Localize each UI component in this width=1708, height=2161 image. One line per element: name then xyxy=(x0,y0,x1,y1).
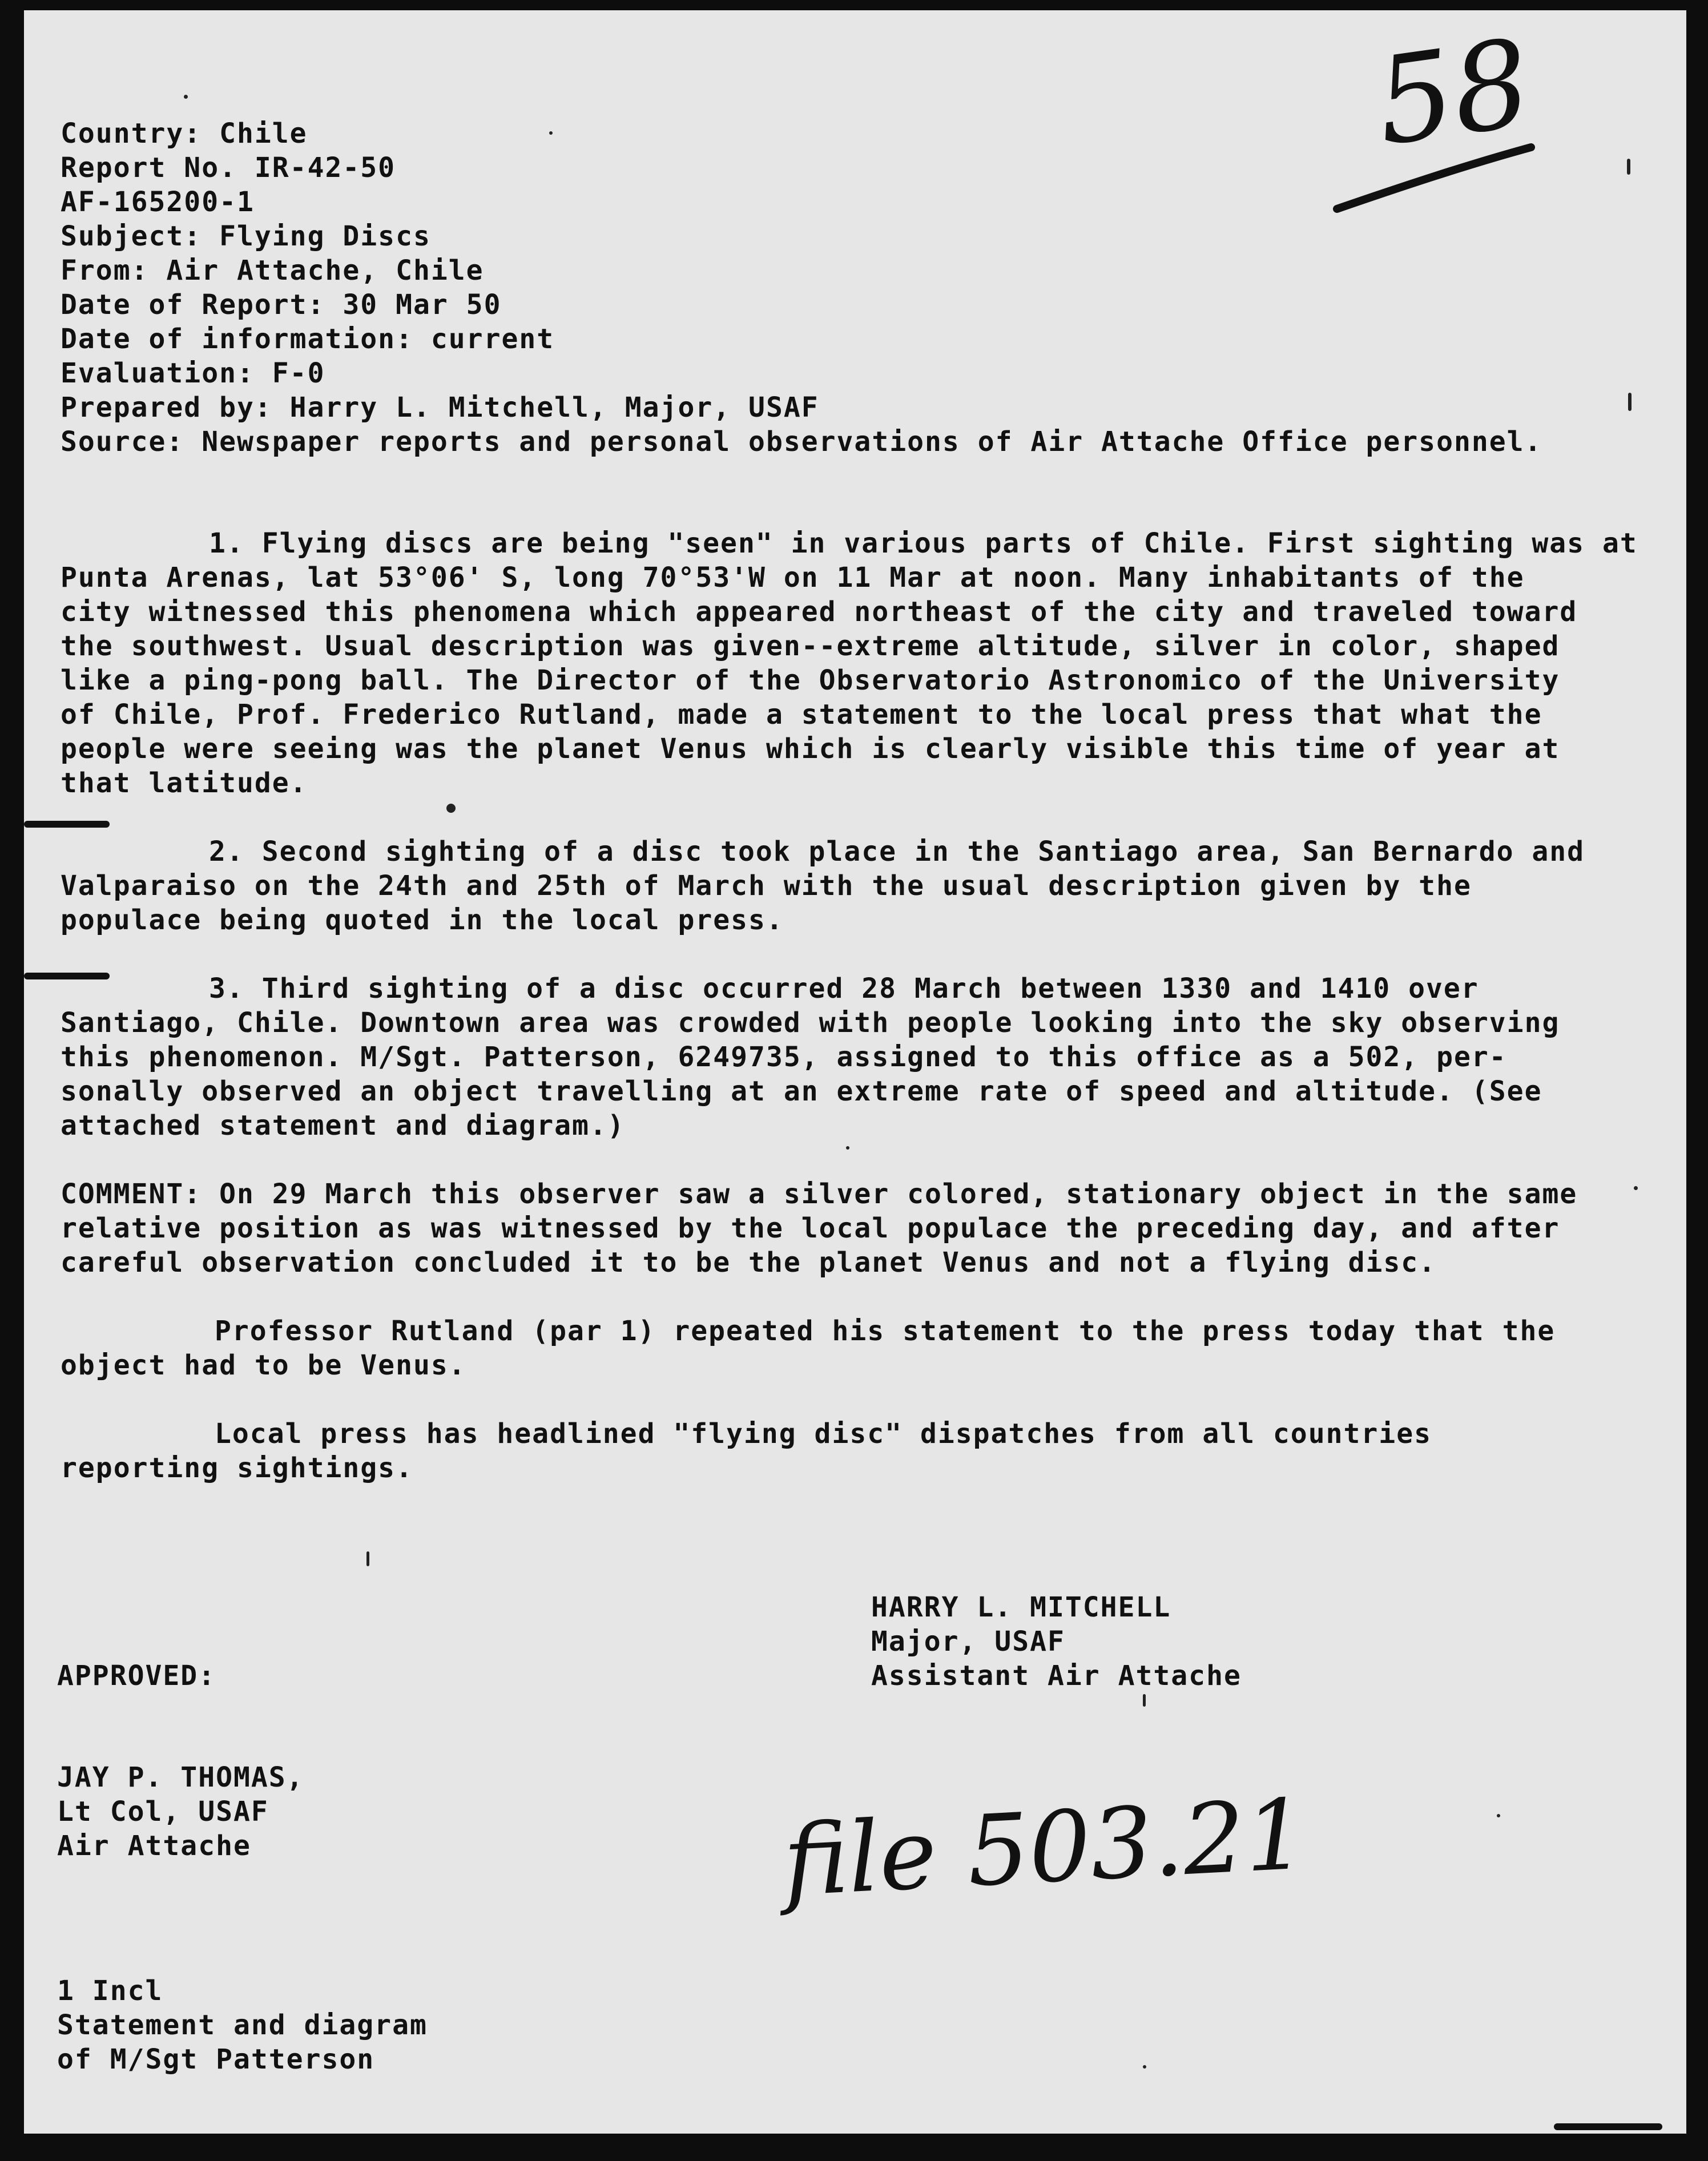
paragraph-1 xyxy=(61,526,1647,800)
paragraph-1-line: of Chile, Prof. Frederico Rutland, made a statement to the local press that what the xyxy=(61,699,1542,731)
inclosure-count: 1 Incl xyxy=(57,1975,163,2007)
paragraph-1-line: people were seeing was the planet Venus which is clearly visible this time of year at xyxy=(61,733,1560,765)
approved-label: APPROVED: xyxy=(57,1660,216,1692)
inclosure-block xyxy=(57,1974,428,2077)
signer-title: Assistant Air Attache xyxy=(871,1660,1242,1692)
scan-speck xyxy=(366,1551,369,1566)
report-header xyxy=(61,116,1542,459)
signer-rank: Major, USAF xyxy=(871,1626,1065,1658)
from-line: From: Air Attache, Chile xyxy=(61,255,484,287)
paragraph-2 xyxy=(61,834,1647,937)
paragraph-rutland-line: object had to be Venus. xyxy=(61,1349,466,1381)
evaluation-line: Evaluation: F-0 xyxy=(61,357,325,389)
scan-speck xyxy=(1143,1694,1146,1707)
margin-mark-paragraph-2 xyxy=(24,821,110,828)
af-number-line: AF-165200-1 xyxy=(61,186,255,218)
paragraph-local-press-line: reporting sightings. xyxy=(61,1452,413,1484)
approver-title: Air Attache xyxy=(57,1830,251,1862)
handwritten-file-note: file 503.21 xyxy=(780,1778,1310,1918)
scan-speck xyxy=(549,131,553,135)
paragraph-1-line: that latitude. xyxy=(61,767,308,799)
paragraph-3-line: this phenomenon. M/Sgt. Patterson, 6249735, assigned to this office as a 502, per- xyxy=(61,1041,1507,1073)
paragraph-2-line: populace being quoted in the local press. xyxy=(61,904,784,936)
approver-rank: Lt Col, USAF xyxy=(57,1796,269,1828)
paragraph-3-line: sonally observed an object travelling at an extreme rate of speed and altitude. (See xyxy=(61,1075,1542,1107)
paragraph-2-line: 2. Second sighting of a disc took place in the Santiago area, San Bernardo and xyxy=(209,836,1585,868)
comment-line: COMMENT: On 29 March this observer saw a silver colored, stationary object in the same xyxy=(61,1178,1578,1210)
paragraph-local-press-line: Local press has headlined "flying disc" dispatches from all countries xyxy=(215,1418,1432,1450)
scan-speck xyxy=(846,1146,849,1150)
approver-block xyxy=(57,1760,304,1863)
document-page xyxy=(24,10,1686,2134)
report-number-line: Report No. IR-42-50 xyxy=(61,152,396,184)
date-of-information-line: Date of information: current xyxy=(61,323,555,355)
comment-paragraph xyxy=(61,1177,1647,1280)
scan-speck xyxy=(1143,2065,1146,2069)
paragraph-local-press xyxy=(61,1417,1647,1485)
paragraph-3-line: attached statement and diagram.) xyxy=(61,1110,625,1142)
paragraph-1-line: 1. Flying discs are being "seen" in various parts of Chile. First sighting was at xyxy=(209,527,1638,559)
paragraph-3 xyxy=(61,971,1647,1143)
scan-speck xyxy=(446,804,456,813)
paragraph-1-line: the southwest. Usual description was given--extreme altitude, silver in color, shaped xyxy=(61,630,1560,662)
comment-line: relative position as was witnessed by the local populace the preceding day, and after xyxy=(61,1212,1560,1244)
inclosure-description: of M/Sgt Patterson xyxy=(57,2043,375,2075)
scan-speck xyxy=(1634,1186,1638,1190)
paragraph-1-line: city witnessed this phenomena which appeared northeast of the city and traveled toward xyxy=(61,596,1578,628)
paragraph-2-line: Valparaiso on the 24th and 25th of March with the usual description given by the xyxy=(61,870,1472,902)
paragraph-3-line: 3. Third sighting of a disc occurred 28 March between 1330 and 1410 over xyxy=(209,973,1479,1005)
paragraph-1-line: like a ping-pong ball. The Director of the Observatorio Astronomico of the University xyxy=(61,664,1560,696)
country-line: Country: Chile xyxy=(61,118,308,150)
handwritten-page-number: 58 xyxy=(1368,13,1538,173)
scan-speck xyxy=(1628,393,1632,411)
signature-block xyxy=(871,1590,1242,1693)
margin-mark-paragraph-3 xyxy=(24,973,110,979)
prepared-by-line: Prepared by: Harry L. Mitchell, Major, USAF xyxy=(61,392,819,424)
subject-line: Subject: Flying Discs xyxy=(61,220,431,252)
inclosure-description: Statement and diagram xyxy=(57,2009,428,2041)
scan-speck xyxy=(1627,159,1630,175)
approver-name: JAY P. THOMAS, xyxy=(57,1761,304,1793)
paragraph-3-line: Santiago, Chile. Downtown area was crowded with people looking into the sky observing xyxy=(61,1007,1560,1039)
scan-speck xyxy=(184,95,188,99)
paragraph-1-line: Punta Arenas, lat 53°06' S, long 70°53'W on 11 Mar at noon. Many inhabitants of the xyxy=(61,562,1525,594)
paragraph-rutland xyxy=(61,1314,1647,1382)
paragraph-rutland-line: Professor Rutland (par 1) repeated his statement to the press today that the xyxy=(215,1315,1556,1347)
signer-name: HARRY L. MITCHELL xyxy=(871,1591,1171,1623)
comment-line: careful observation concluded it to be the planet Venus and not a flying disc. xyxy=(61,1247,1437,1279)
scan-speck xyxy=(1497,1814,1500,1817)
source-line: Source: Newspaper reports and personal observations of Air Attache Office personnel. xyxy=(61,426,1542,458)
margin-mark-bottom xyxy=(1554,2123,1662,2130)
date-of-report-line: Date of Report: 30 Mar 50 xyxy=(61,289,502,321)
